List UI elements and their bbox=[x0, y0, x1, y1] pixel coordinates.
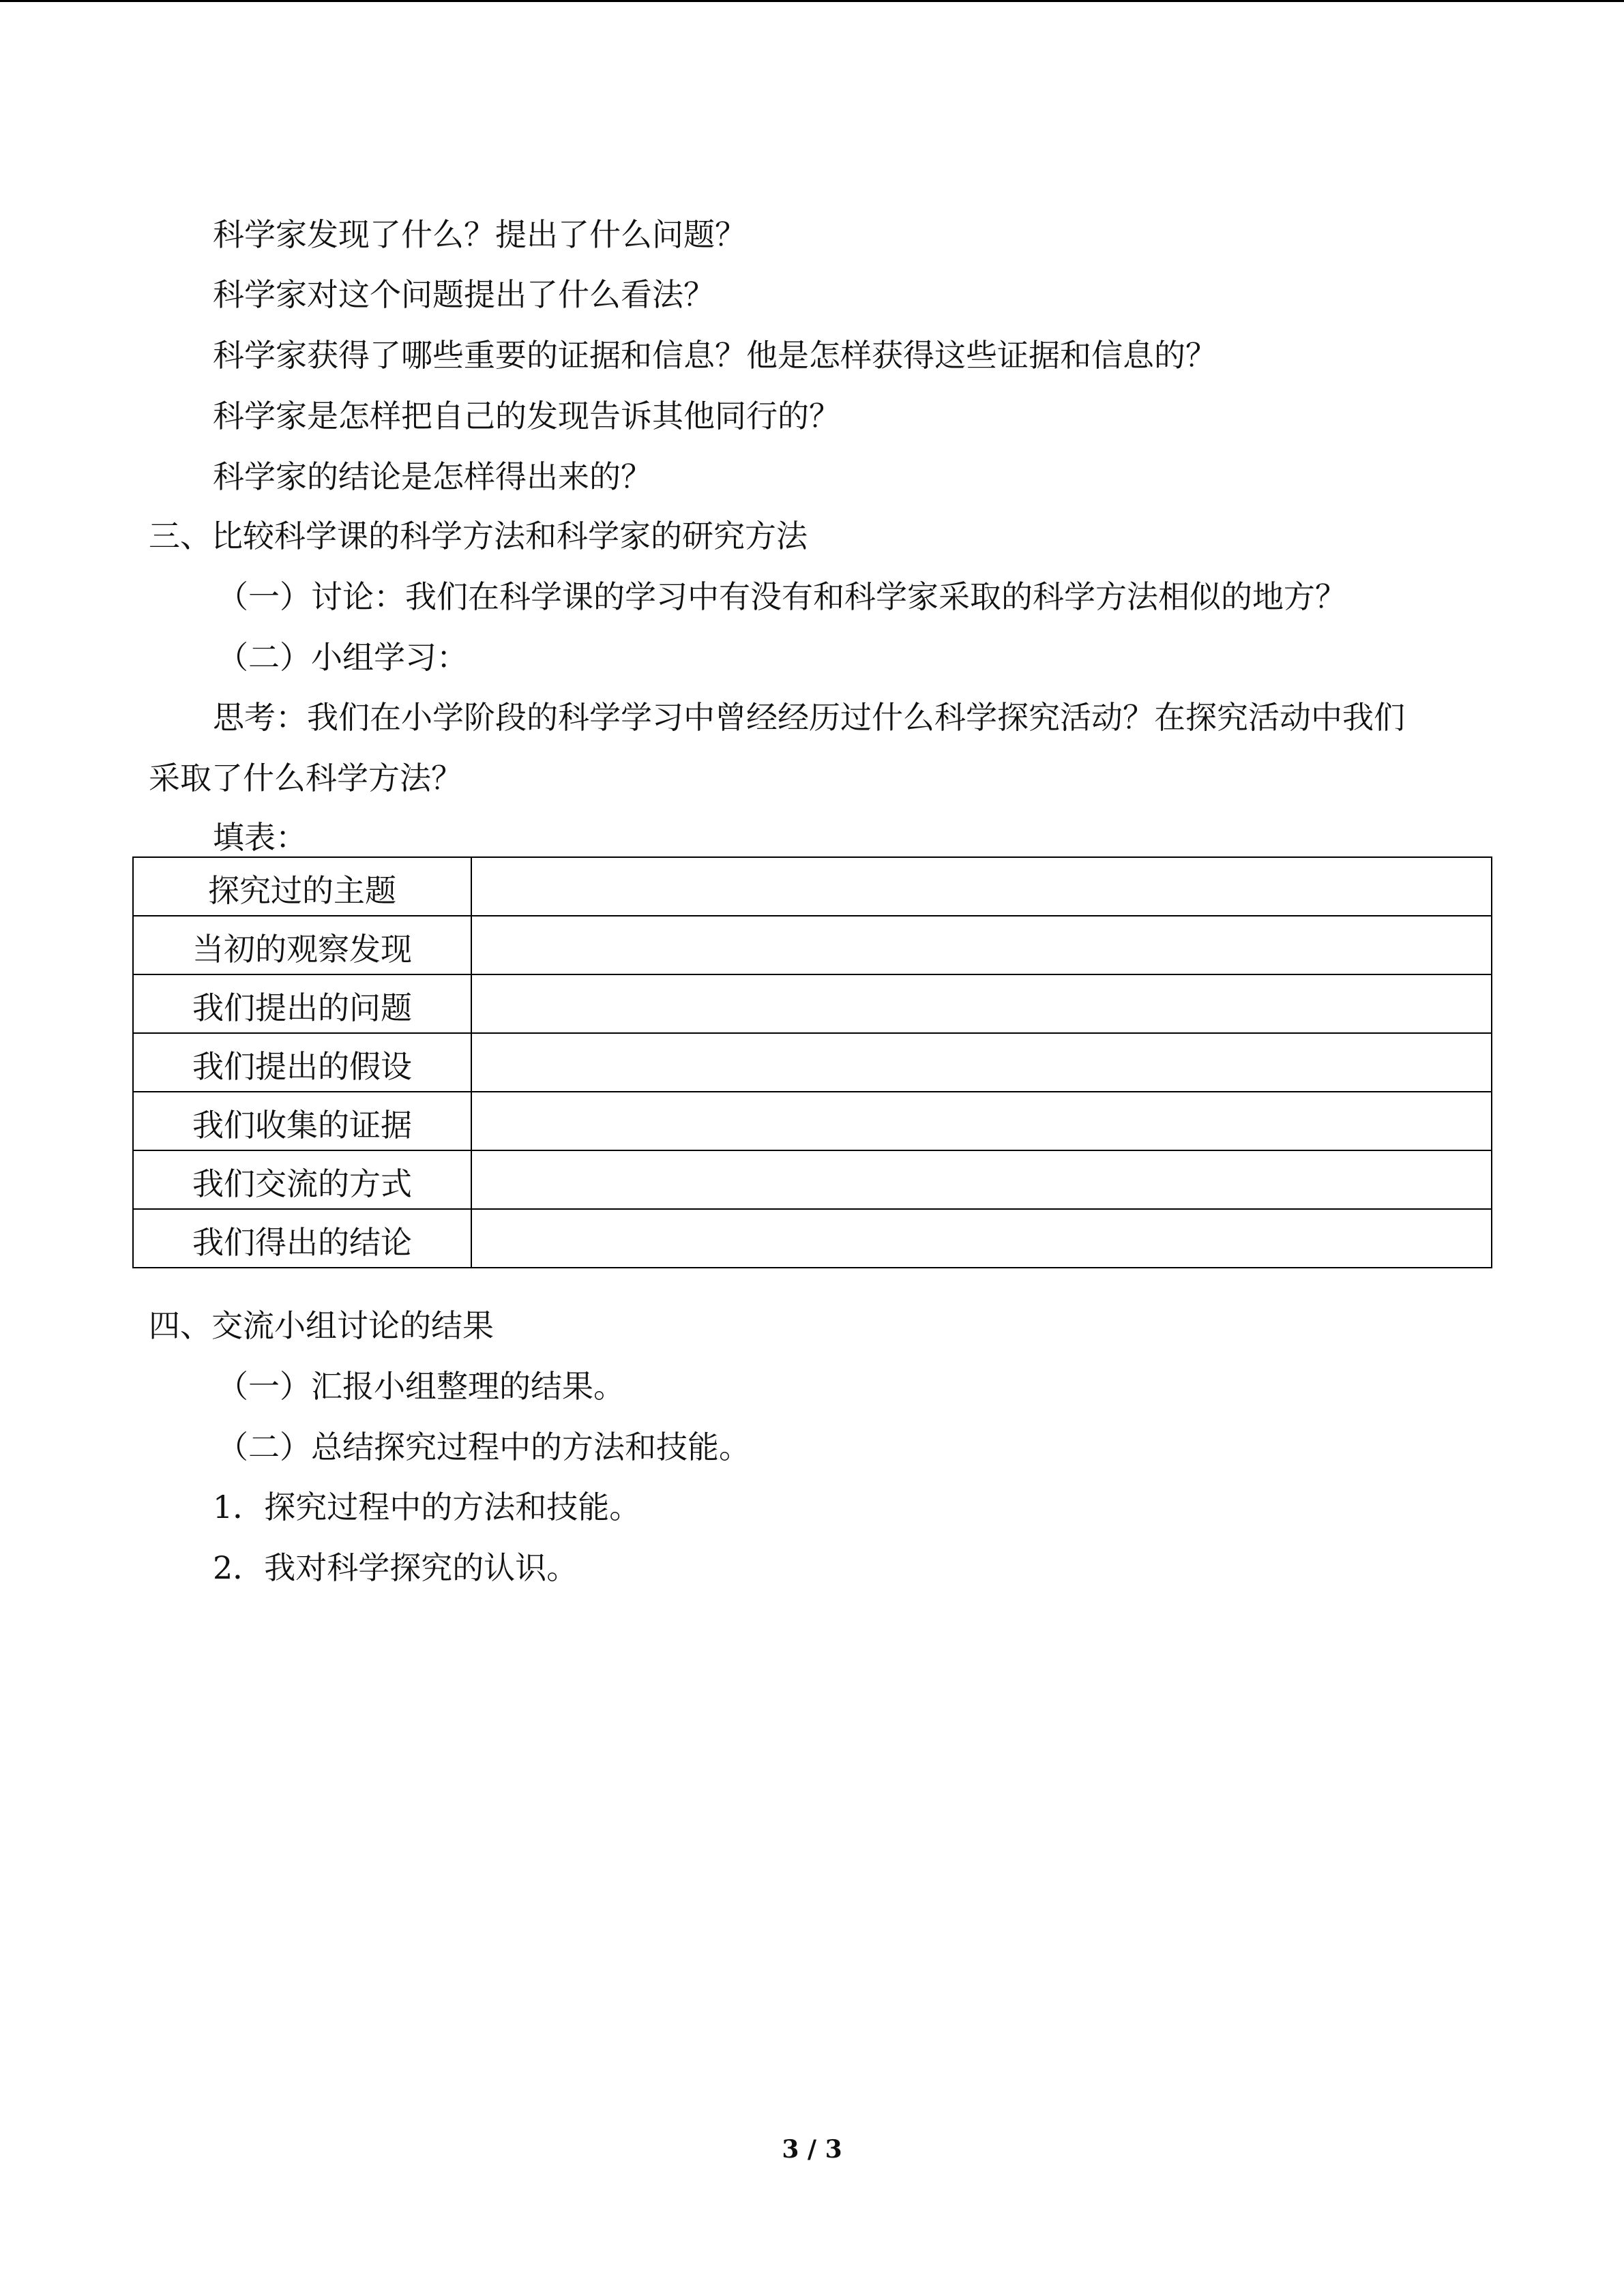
row-answer-cell[interactable] bbox=[471, 1092, 1492, 1150]
question-3: 科学家获得了哪些重要的证据和信息？他是怎样获得这些证据和信息的？ bbox=[213, 337, 1217, 374]
question-5: 科学家的结论是怎样得出来的？ bbox=[213, 458, 652, 495]
table-row bbox=[133, 974, 1492, 1033]
table-row bbox=[133, 1033, 1492, 1092]
table-row bbox=[133, 1150, 1492, 1209]
row-label: 当初的观察发现 bbox=[133, 916, 471, 974]
row-answer-cell[interactable] bbox=[471, 857, 1492, 916]
row-answer-cell[interactable] bbox=[471, 974, 1492, 1033]
top-border-rule bbox=[0, 0, 1624, 2]
question-4: 科学家是怎样把自己的发现告诉其他同行的？ bbox=[213, 398, 840, 434]
section-4-heading: 四、交流小组讨论的结果 bbox=[149, 1307, 494, 1344]
inquiry-fill-table bbox=[132, 856, 1492, 1268]
section-3-think-line-2: 采取了什么科学方法？ bbox=[149, 760, 462, 796]
row-label: 我们提出的问题 bbox=[133, 974, 471, 1033]
section-3-discussion: （一）讨论：我们在科学课的学习中有没有和科学家采取的科学方法相似的地方？ bbox=[217, 578, 1346, 615]
section-3-heading: 三、比较科学课的科学方法和科学家的研究方法 bbox=[149, 518, 808, 554]
question-2: 科学家对这个问题提出了什么看法？ bbox=[213, 276, 715, 313]
question-1: 科学家发现了什么？提出了什么问题？ bbox=[213, 216, 746, 253]
section-4-item-2: 2．我对科学探究的认识。 bbox=[213, 1549, 578, 1586]
page-number: 3 / 3 bbox=[782, 2135, 842, 2164]
table-row bbox=[133, 857, 1492, 916]
section-4-item-1: 1．探究过程中的方法和技能。 bbox=[213, 1489, 641, 1525]
fill-table-label: 填表： bbox=[213, 819, 307, 856]
row-label: 探究过的主题 bbox=[133, 857, 471, 916]
table-row bbox=[133, 916, 1492, 974]
row-answer-cell[interactable] bbox=[471, 1150, 1492, 1209]
section-3-think-line-1: 思考：我们在小学阶段的科学学习中曾经经历过什么科学探究活动？在探究活动中我们 bbox=[213, 699, 1405, 736]
row-answer-cell[interactable] bbox=[471, 1209, 1492, 1268]
row-answer-cell[interactable] bbox=[471, 1033, 1492, 1092]
section-4-report: （一）汇报小组整理的结果。 bbox=[217, 1368, 625, 1405]
section-3-group-study: （二）小组学习： bbox=[217, 639, 468, 676]
table-row bbox=[133, 1092, 1492, 1150]
row-label: 我们交流的方式 bbox=[133, 1150, 471, 1209]
row-label: 我们收集的证据 bbox=[133, 1092, 471, 1150]
row-label: 我们提出的假设 bbox=[133, 1033, 471, 1092]
table-row bbox=[133, 1209, 1492, 1268]
row-label: 我们得出的结论 bbox=[133, 1209, 471, 1268]
row-answer-cell[interactable] bbox=[471, 916, 1492, 974]
section-4-summary: （二）总结探究过程中的方法和技能。 bbox=[217, 1429, 750, 1465]
